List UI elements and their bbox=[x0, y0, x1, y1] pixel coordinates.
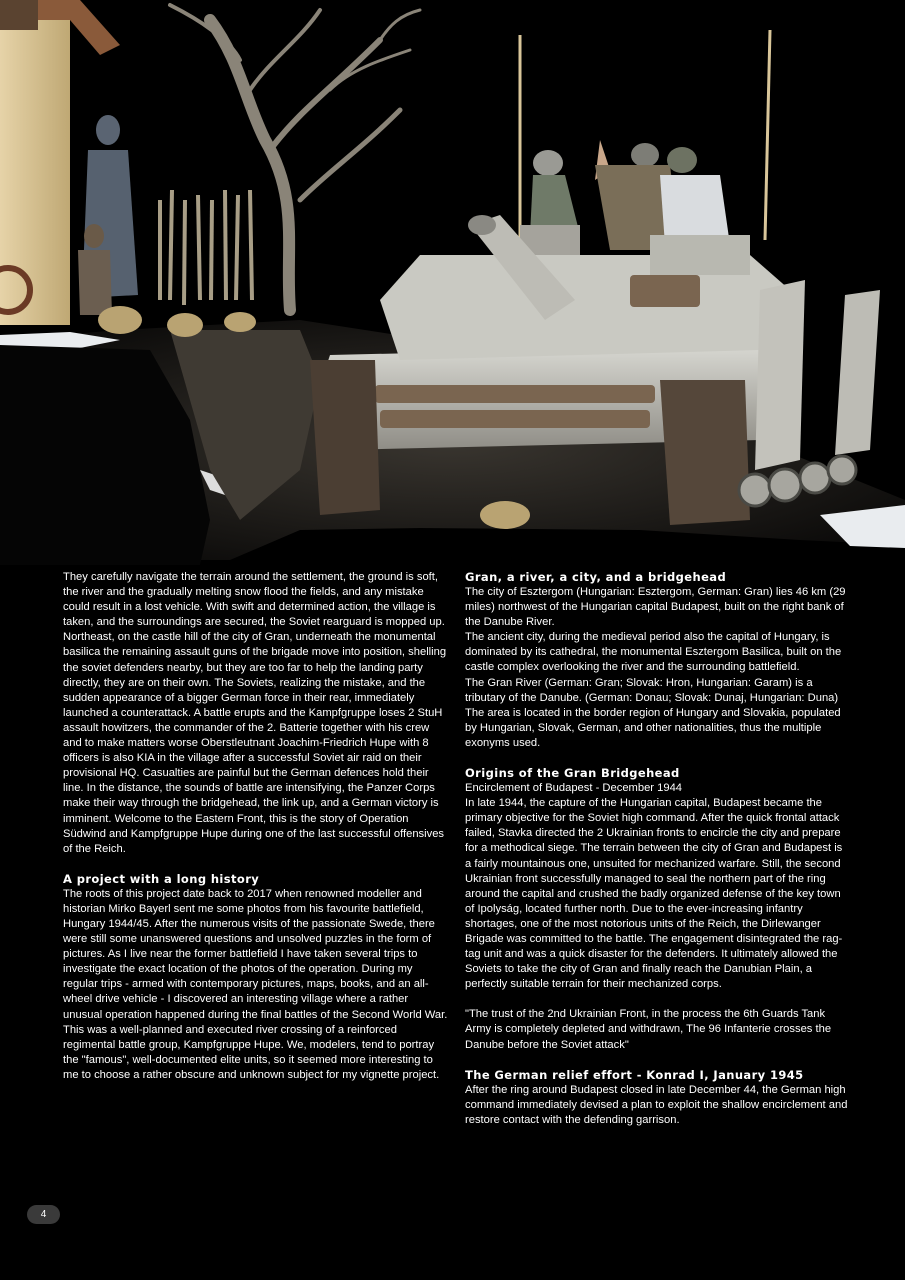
relief-paragraph: After the ring around Budapest closed in late December 44, the German high command immediately devised a plan to exploit the shallow encirclement and restore contact with the defending garrison. bbox=[465, 1083, 848, 1126]
diorama-photo bbox=[0, 0, 905, 565]
page-number: 4 bbox=[27, 1205, 60, 1224]
origins-heading: Origins of the Gran Bridgehead bbox=[465, 766, 680, 781]
gran-paragraph-2: The ancient city, during the medieval period also the capital of Hungary, is dominated by its cathedral, the monumental Esztergom Basilica, built on the castle complex overlooking the river and the surrounding battlefield. bbox=[465, 631, 842, 674]
right-column bbox=[465, 570, 850, 1128]
project-paragraph: The roots of this project date back to 2017 when renowned modeller and historian Mirko Bayerl sent me some photos from his favourite battlefield, Hungary 1944/45. After the numerous visits of the passionate Swede, there were still some unanswered questions and unsolved puzzles in the form of pictures. As I live near the former battlefield I have taken several trips to investigate the exact location of the photos of the operation. During my regular trips - armed with contemporary pictures, maps, books, and an all-wheel drive vehicle - I discovered an interesting village where a rather unusual operation happened during the final battles of the Second World War. This was a well-planned and executed river crossing of a reinforced regimental battle group, Kampfgruppe Hupe. We, modelers, tend to portray the "famous", well-documented elite units, so it seemed more interesting to me to choose a rather obscure and unknown subject for my vignette project. bbox=[63, 887, 448, 1081]
gran-paragraph-3: The Gran River (German: Gran; Slovak: Hron, Hungarian: Garam) is a tributary of the Danube. (German: Donau; Slovak: Dunaj, Hungarian: Duna) The area is located in the border region of Hungary and Slovakia, populated by Hungarian, Slovak, German, and other nationalities, thus the multiple exonyms used. bbox=[465, 676, 841, 749]
project-heading: A project with a long history bbox=[63, 871, 260, 886]
origins-subheading: Encirclement of Budapest - December 1944 bbox=[465, 782, 683, 795]
gran-paragraph-1: The city of Esztergom (Hungarian: Esztergom, German: Gran) lies 46 km (29 miles) northwest of the Hungarian capital Budapest, built on the right bank of the Danube River. bbox=[465, 586, 846, 629]
relief-heading: The German relief effort - Konrad I, January 1945 bbox=[465, 1067, 804, 1082]
quote-paragraph: "The trust of the 2nd Ukrainian Front, in the process the 6th Guards Tank Army is completely depleted and withdrawn, The 96 Infanterie crosses the Danube before the Soviet attack" bbox=[465, 1008, 832, 1051]
gran-heading: Gran, a river, a city, and a bridgehead bbox=[465, 570, 727, 584]
origins-paragraph: In late 1944, the capture of the Hungarian capital, Budapest became the primary objective for the Soviet high command. After the quick frontal attack failed, Stavka directed the 2 Ukrainian fronts to encircle the city and prepare for a methodical siege. The terrain between the city of Gran and Budapest is a fairly mountainous one, unsuited for mechanized warfare. Still, the second Ukrainian front successfully managed to seal the northern part of the ring around the capital and crushed the badly organized defense of the key town of Ipolyság, located further north. Due to the ever-increasing infantry shortages, one of the most notorious units of the Reich, the Dirlewanger Brigade was committed to the battle. The engagement disintegrated the rag-tag unit and was a quick disaster for the defenders. It ultimately allowed the Soviets to take the city of Gran and finally reach the Danubian Plain, a perfectly suitable terrain for their mechanized corps. bbox=[465, 797, 843, 991]
left-column bbox=[63, 570, 448, 1083]
intro-paragraph: They carefully navigate the terrain around the settlement, the ground is soft, the river and the gradually melting snow flood the fields, and any mistake could result in a lost vehicle. With swift and determined action, the village is taken, and the surroundings are secured, the Soviet rearguard is mopped up. Northeast, on the castle hill of the city of Gran, underneath the monumental basilica the remaining assault guns of the brigade move into position, shelling the soviet defenders nearby, but they are too far to help the landing party directly, they are on their own. The Soviets, realizing the mistake, and the sudden appearance of a bigger German force in their rear, immediately launched a counterattack. A battle erupts and the Kampfgruppe loses 2 StuH assault howitzers, the commander of the 2. Batterie together with his crew and to make matters worse Oberstleutnant Joachim-Friedrich Hupe with 8 officers is also KIA in the village after a successful Soviet air raid on their provisional HQ. Casualties are painful but the German defences hold their line. In the distance, the sounds of battle are intensifying, the Panzer Corps make their way through the bridgehead, the link up, and a German victory is imminent. Welcome to the Eastern Front, this is the story of Operation Südwind and Kampfgruppe Hupe during one of the last successful offensives of the Reich. bbox=[63, 571, 447, 855]
